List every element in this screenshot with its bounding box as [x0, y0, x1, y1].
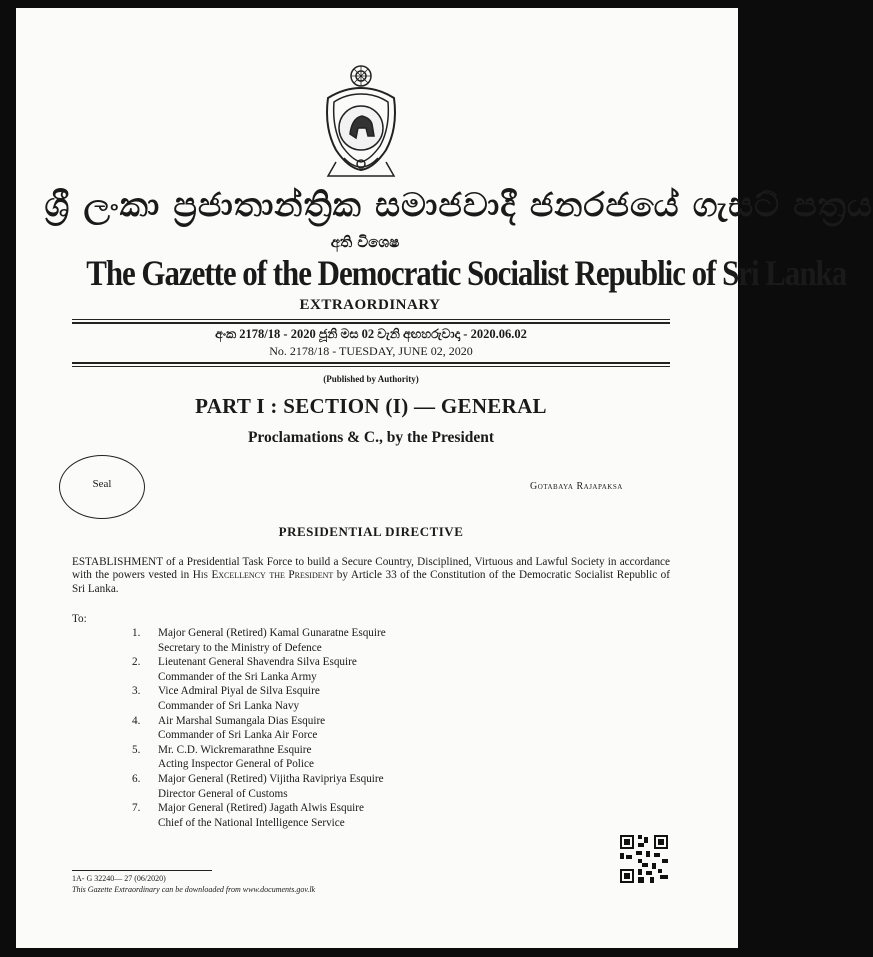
- paragraph-text: ESTABLISHMENT of a Presidential Task Force to build a Secure Country, Disciplined, Virtuous and Lawful Society in accordance with the powers vested in: [72, 556, 670, 582]
- proclamations-heading: Proclamations & C., by the President: [247, 429, 495, 446]
- item-name: Major General (Retired) Vijitha Ravipriya Esquire: [158, 772, 384, 785]
- item-name: Major General (Retired) Jagath Alwis Esquire: [158, 802, 364, 815]
- item-title: Acting Inspector General of Police: [158, 758, 314, 771]
- extraordinary-sinhala: අති විශෙෂ: [330, 233, 400, 251]
- item-number: 2.: [132, 656, 141, 669]
- recipient-list: [132, 626, 532, 830]
- president-signature-name: Gotabaya Rajapaksa: [530, 481, 623, 492]
- item-number: 7.: [132, 802, 141, 815]
- list-item: [132, 772, 532, 787]
- list-item: [132, 787, 532, 802]
- list-item: [132, 728, 532, 743]
- footer-code: 1A- G 32240— 27 (06/2020): [72, 874, 166, 883]
- list-item: [132, 714, 532, 729]
- directive-paragraph: [72, 556, 670, 596]
- to-label: To:: [72, 613, 87, 625]
- part-heading: PART I : SECTION (I) — GENERAL: [195, 394, 547, 418]
- item-title: Secretary to the Ministry of Defence: [158, 641, 322, 654]
- list-item: [132, 699, 532, 714]
- qr-code-icon: [620, 835, 668, 883]
- item-title: Chief of the National Intelligence Service: [158, 816, 345, 829]
- list-item: [132, 757, 532, 772]
- list-item: [132, 816, 532, 831]
- item-number: 1.: [132, 627, 141, 639]
- item-name: Mr. C.D. Wickremarathne Esquire: [158, 743, 312, 756]
- divider: [72, 366, 670, 367]
- divider: [72, 322, 670, 324]
- list-item: [132, 670, 532, 685]
- issue-line-english: No. 2178/18 - TUESDAY, JUNE 02, 2020: [269, 344, 473, 358]
- list-item: [132, 801, 532, 816]
- list-item: [132, 743, 532, 758]
- paragraph-text: by Article 33 of the Constitution of the Democratic Socialist Republic of Sri Lanka.: [72, 569, 671, 595]
- extraordinary-label: EXTRAORDINARY: [299, 297, 441, 313]
- list-item: [132, 684, 532, 699]
- seal-label: Seal: [92, 478, 112, 490]
- item-title: Commander of Sri Lanka Air Force: [158, 729, 318, 742]
- item-name: Major General (Retired) Kamal Gunaratne Esquire: [158, 627, 386, 639]
- item-number: 3.: [132, 685, 141, 698]
- divider: [72, 362, 670, 364]
- item-title: Commander of Sri Lanka Navy: [158, 699, 300, 712]
- list-item: [132, 641, 532, 656]
- item-name: Lieutenant General Shavendra Silva Esquire: [158, 656, 357, 669]
- divider: [72, 319, 670, 320]
- footer-divider: [72, 870, 212, 871]
- issue-line-sinhala: අංක 2178/18 - 2020 ජූනි මස 02 වැනි අඟහරුවාදා - 2020.06.02: [215, 327, 527, 341]
- directive-title: PRESIDENTIAL DIRECTIVE: [278, 524, 464, 539]
- item-number: 5.: [132, 743, 141, 756]
- list-item: [132, 655, 532, 670]
- seal-circle: [59, 455, 145, 519]
- footer-download-note: This Gazette Extraordinary can be downloaded from www.documents.gov.lk: [72, 885, 316, 894]
- item-title: Commander of the Sri Lanka Army: [158, 670, 317, 683]
- item-name: Vice Admiral Piyal de Silva Esquire: [158, 685, 320, 698]
- list-item: [132, 626, 532, 641]
- published-by-authority: (Published by Authority): [323, 374, 419, 384]
- item-number: 4.: [132, 714, 141, 727]
- national-emblem-icon: [314, 58, 408, 182]
- gazette-title-english: The Gazette of the Democratic Socialist Republic of Sri Lanka: [86, 253, 847, 293]
- item-title: Director General of Customs: [158, 787, 288, 800]
- item-name: Air Marshal Sumangala Dias Esquire: [158, 714, 326, 727]
- item-number: 6.: [132, 772, 141, 785]
- paragraph-smallcaps: His Excellency the President: [192, 569, 334, 582]
- gazette-title-sinhala: ශ්‍රී ලංකා ප්‍රජාතාන්ත්‍රික සමාජවාදී ජනරජයේ ගැසට් පත්‍රය: [44, 185, 873, 224]
